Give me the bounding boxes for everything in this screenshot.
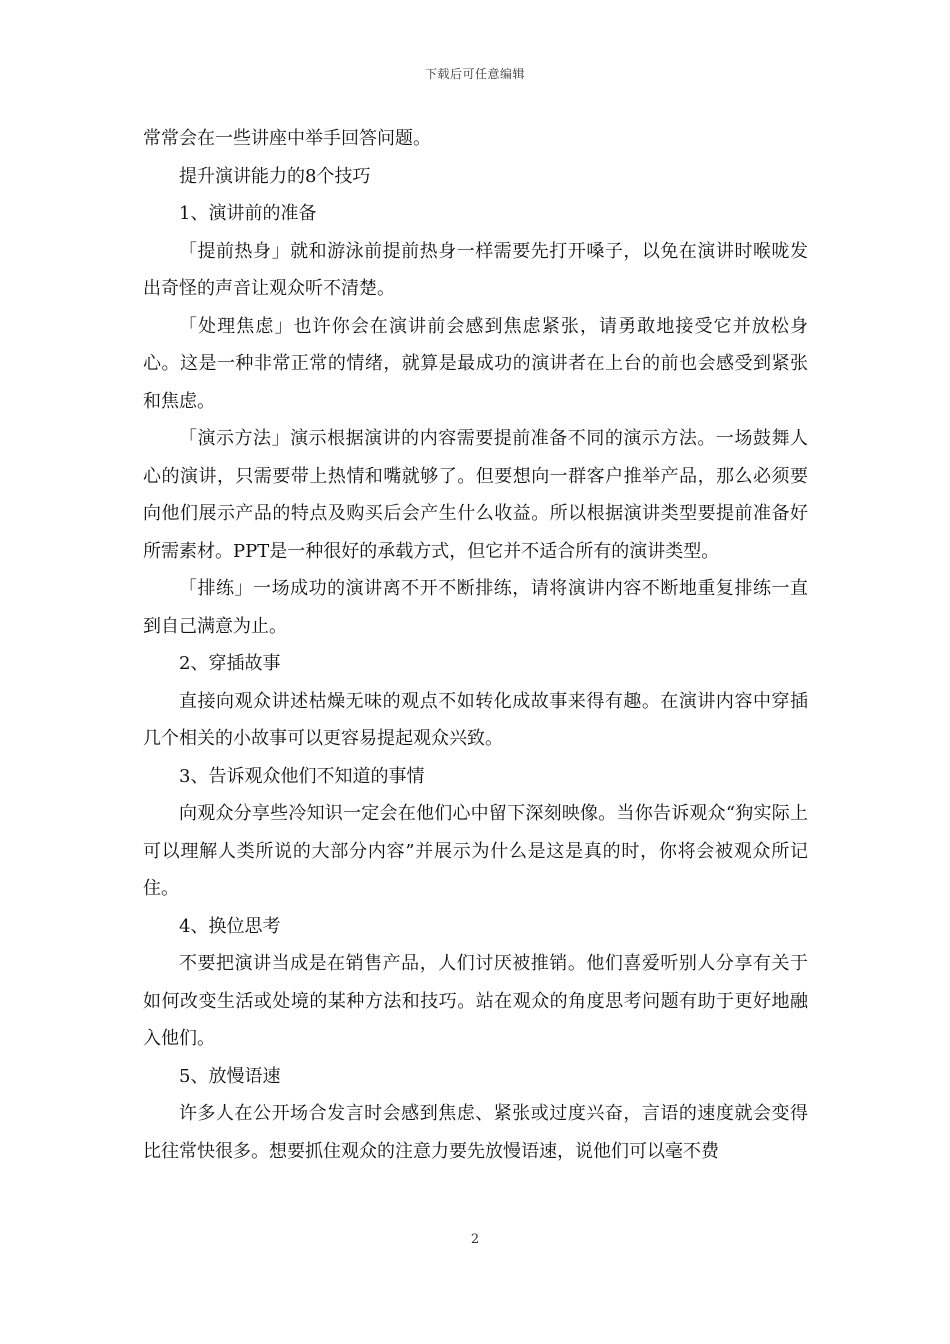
document-body [143,120,808,1170]
section-title: 提升演讲能力的8个技巧 [179,165,371,187]
paragraph-slow-down: 许多人在公开场合发言时会感到焦虑、紧张或过度兴奋，言语的速度就会变得比往常快很多。想要抓住观众的注意力要先放慢语速，说他们可以毫不费 [143,1103,808,1162]
heading-5: 5、放慢语速 [179,1065,281,1087]
heading-1: 1、演讲前的准备 [179,203,317,224]
paragraph-continuation: 常常会在一些讲座中举手回答问题。 [143,128,431,149]
heading-3: 3、告诉观众他们不知道的事情 [179,765,425,787]
paragraph-rehearsal: 「排练」一场成功的演讲离不开不断排练，请将演讲内容不断地重复排练一直到自己满意为止。 [143,578,808,637]
paragraph-anxiety: 「处理焦虑」也许你会在演讲前会感到焦虑紧张，请勇敢地接受它并放松身心。这是一种非常正常的情绪，就算是最成功的演讲者在上台的前也会感受到紧张和焦虑。 [143,315,808,412]
page-header: 下载后可任意编辑 [424,67,525,81]
heading-4: 4、换位思考 [179,915,281,937]
paragraph-trivia: 向观众分享些冷知识一定会在他们心中留下深刻映像。当你告诉观众“狗实际上可以理解人类所说的大部分内容”并展示为什么是这是真的时，你将会被观众所记住。 [143,803,808,899]
paragraph-warmup: 「提前热身」就和游泳前提前热身一样需要先打开嗓子，以免在演讲时喉咙发出奇怪的声音让观众听不清楚。 [143,240,808,299]
page-number: 2 [470,1232,480,1247]
paragraph-presentation: 「演示方法」演示根据演讲的内容需要提前准备不同的演示方法。一场鼓舞人心的演讲，只需要带上热情和嘴就够了。但要想向一群客户推举产品，那么必须要向他们展示产品的特点及购买后会产生什么收益。所以根据演讲类型要提前准备好所需素材。PPT是一种很好的承载方式，但它并不适合所有的演讲类型。 [143,428,808,562]
paragraph-stories: 直接向观众讲述枯燥无味的观点不如转化成故事来得有趣。在演讲内容中穿插几个相关的小故事可以更容易提起观众兴致。 [143,690,808,749]
heading-2: 2、穿插故事 [179,653,281,674]
paragraph-empathy: 不要把演讲当成是在销售产品，人们讨厌被推销。他们喜爱听别人分享有关于如何改变生活或处境的某种方法和技巧。站在观众的角度思考问题有助于更好地融入他们。 [143,953,808,1049]
